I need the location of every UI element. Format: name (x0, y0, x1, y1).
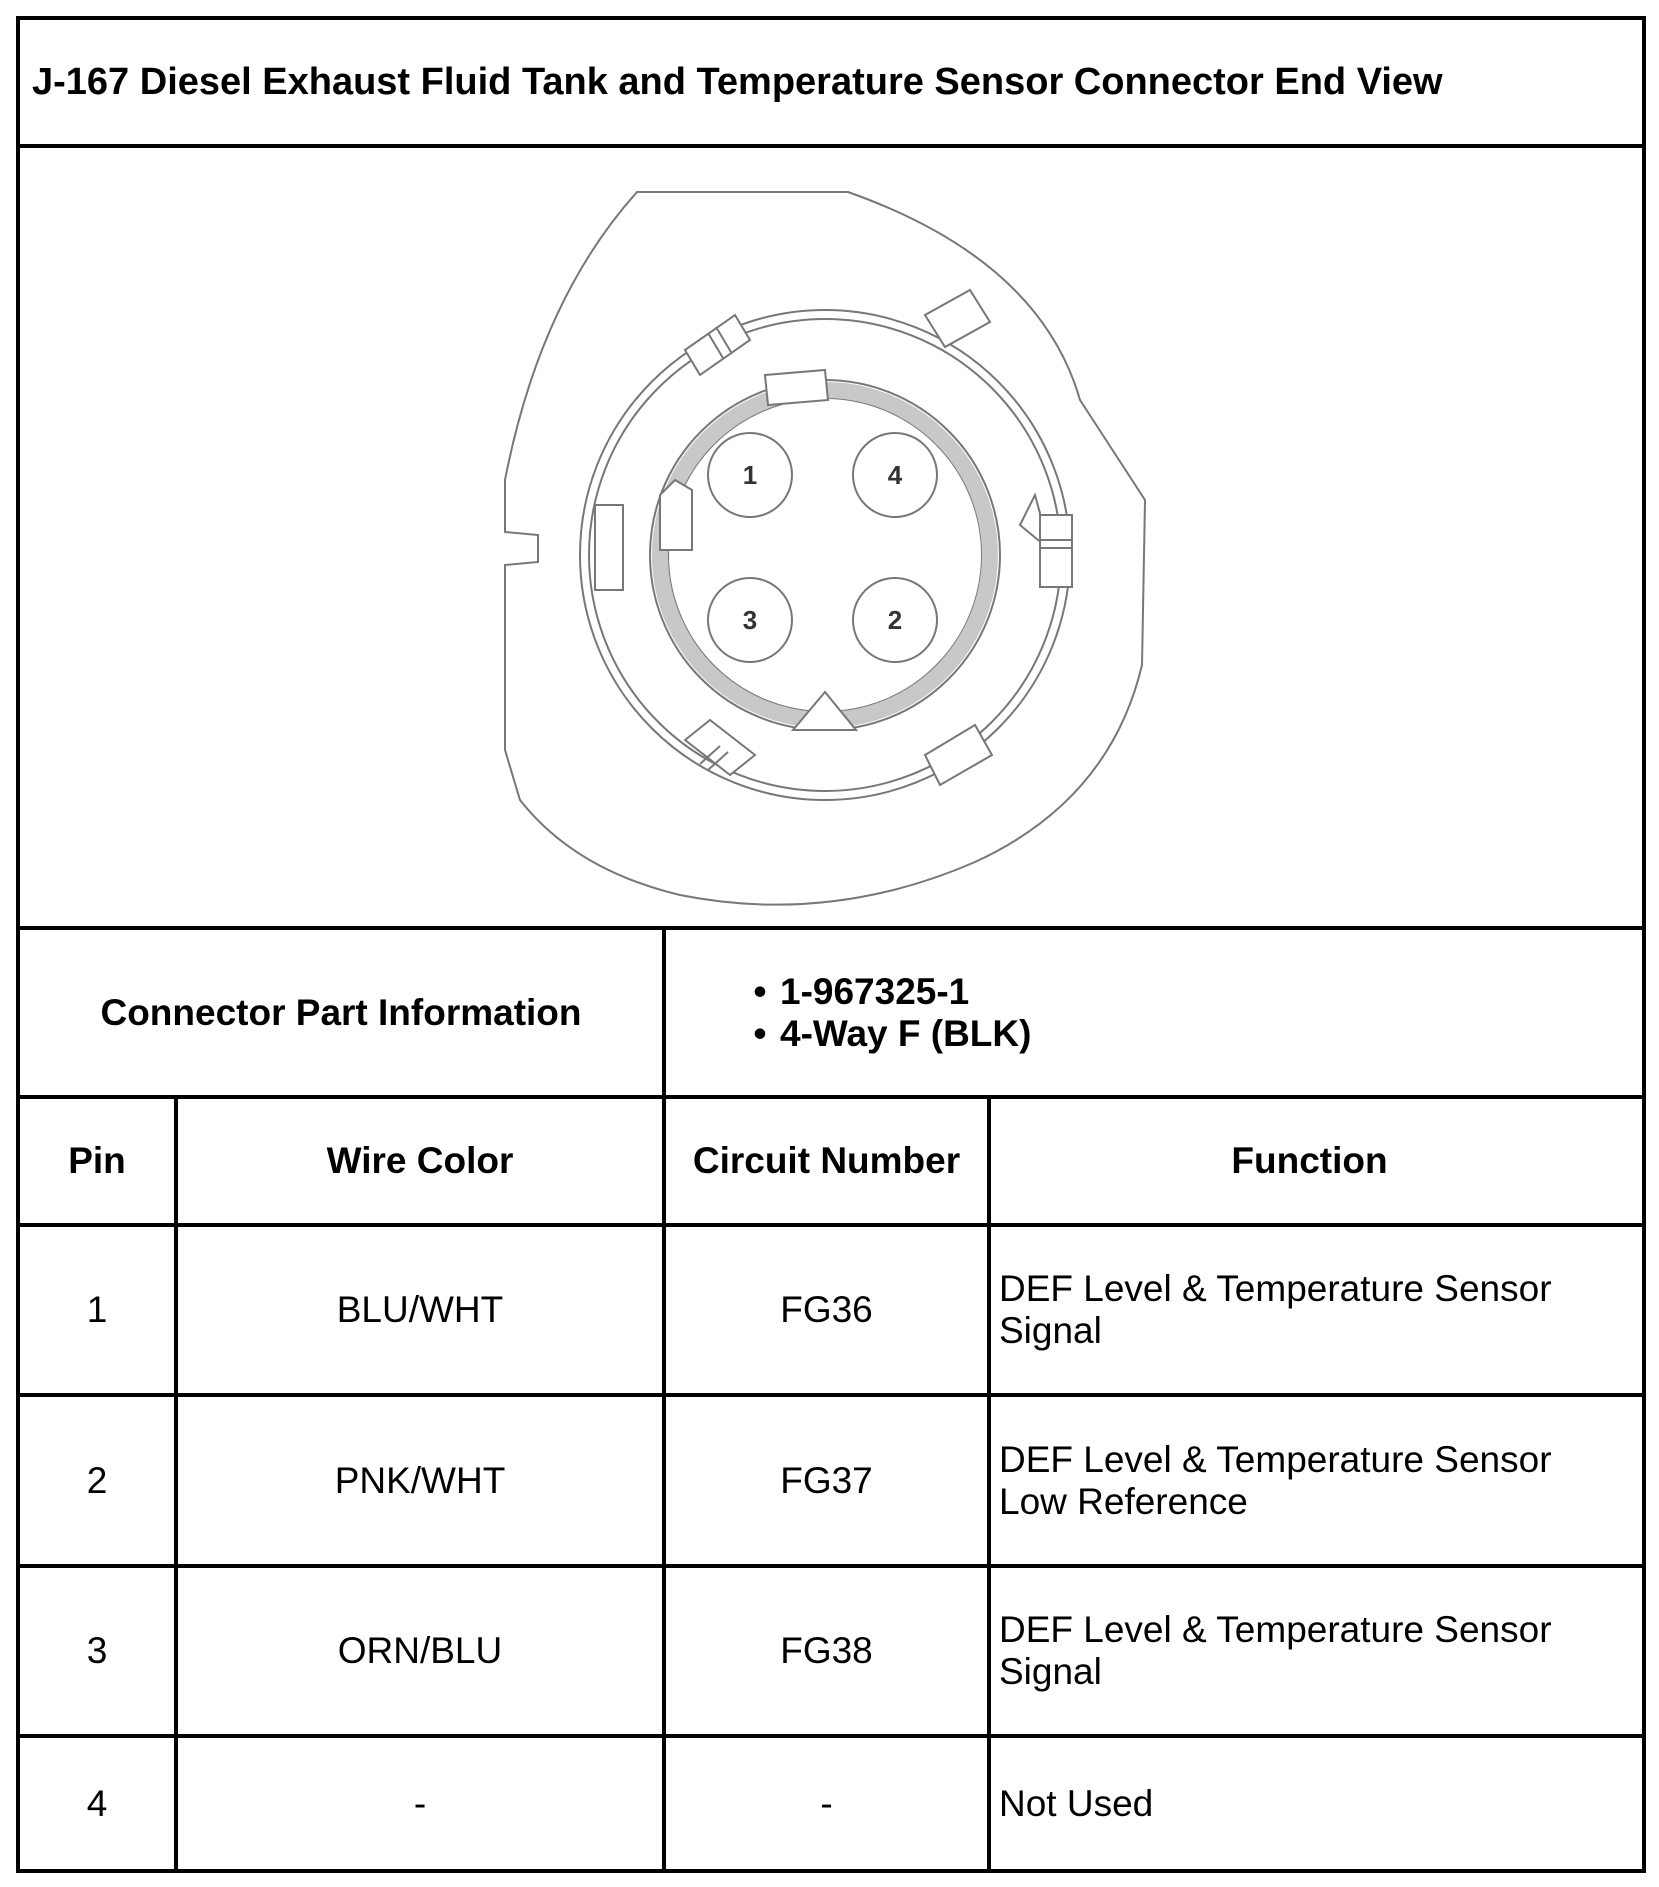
table-row-2-pin: 2 (86, 1459, 108, 1501)
table-row-2-circuit: FG37 (780, 1459, 873, 1501)
table-row-4-pin: 4 (86, 1782, 108, 1824)
table-row-2-wire-color: PNK/WHT (334, 1459, 506, 1501)
table-row-1-wire-color: BLU/WHT (336, 1289, 504, 1330)
latch-top-left (685, 315, 750, 375)
pin-label-4: 4 (887, 460, 903, 490)
latch-top-right (925, 290, 990, 347)
table-row-2-function: DEF Level & Temperature Sensor Low Reference (999, 1438, 1552, 1522)
column-header-circuit-number: Circuit Number (692, 1140, 961, 1181)
table-row-4-function: Not Used (999, 1782, 1154, 1824)
connector-info-label: Connector Part Information (100, 991, 582, 1033)
page-title: J-167 Diesel Exhaust Fluid Tank and Temperature Sensor Connector End View (32, 60, 1443, 103)
latch-right (1040, 515, 1072, 587)
latch-bottom-right (925, 725, 992, 785)
divider (16, 144, 1646, 148)
table-row-1-pin: 1 (86, 1289, 108, 1330)
connector-info-item: • 4-Way F (BLK) (753, 1012, 1032, 1054)
divider (662, 926, 666, 1099)
column-header-wire-color: Wire Color (326, 1140, 514, 1181)
table-row-1-circuit: FG36 (780, 1289, 873, 1330)
column-header-pin: Pin (68, 1140, 126, 1181)
pin-label-3: 3 (742, 605, 758, 635)
pin-label-2: 2 (887, 605, 903, 635)
table-row-3-wire-color: ORN/BLU (337, 1630, 503, 1671)
connector-info-list (740, 930, 1620, 1095)
table-row-3-circuit: FG38 (780, 1630, 873, 1671)
table-row-3-pin: 3 (86, 1630, 108, 1671)
connector-info-item: • 1-967325-1 (753, 970, 970, 1012)
table-row-1-function: DEF Level & Temperature Sensor Signal (999, 1268, 1552, 1351)
column-header-function: Function (1231, 1140, 1388, 1181)
table-row-4-circuit: - (820, 1782, 833, 1824)
insert-band (660, 390, 990, 720)
top-key (765, 370, 828, 405)
table-row-3-function: DEF Level & Temperature Sensor Signal (999, 1609, 1552, 1692)
table-row-4-wire-color: - (413, 1782, 427, 1824)
pin-label-1: 1 (742, 460, 758, 490)
shell-ring-outer (650, 380, 1000, 730)
latch-left (595, 505, 623, 590)
left-key (660, 480, 692, 550)
latch-bottom-left (685, 720, 755, 775)
shell-ring-inner (668, 398, 982, 712)
connector-end-view-diagram (20, 150, 1642, 926)
